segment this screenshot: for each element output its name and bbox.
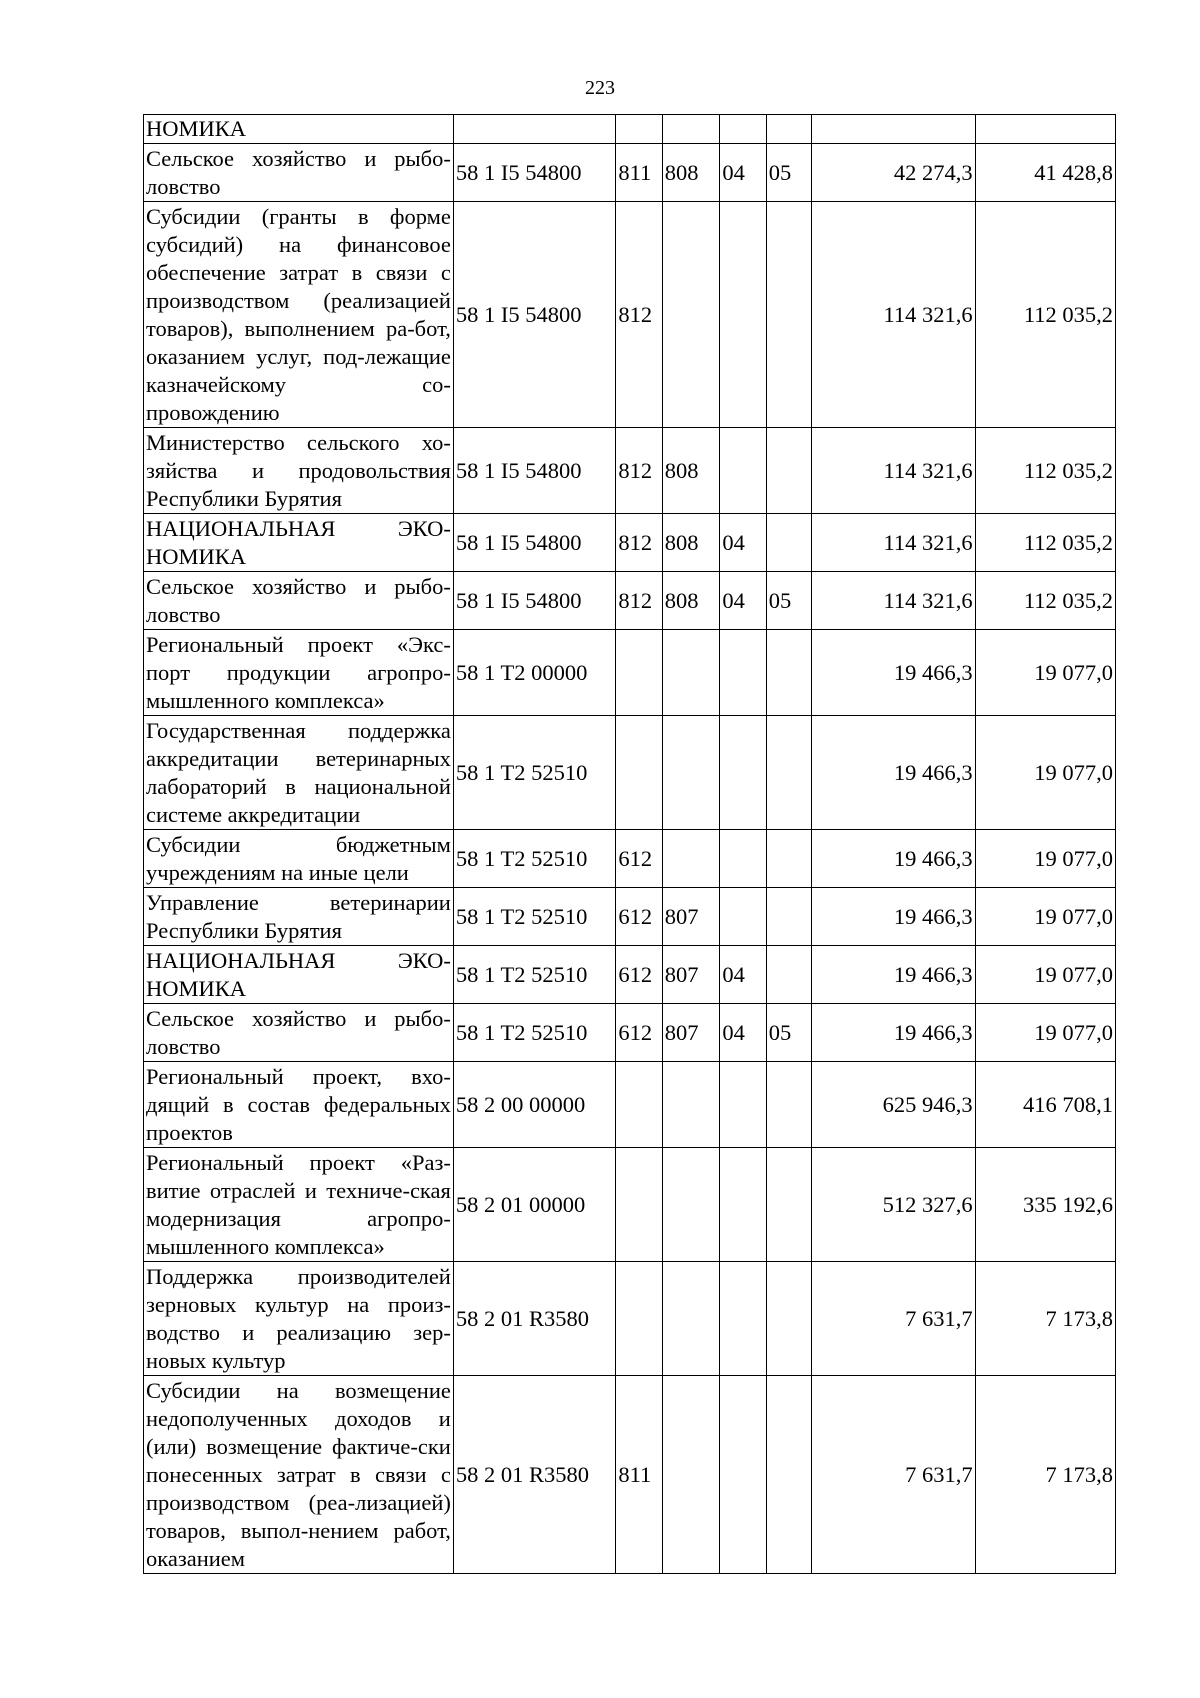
ministry-code-cell: [662, 1148, 720, 1262]
page-number: 223: [585, 77, 615, 99]
amount-year1-cell: 19 466,3: [812, 830, 976, 888]
section-cell: [720, 428, 766, 514]
table-row: [144, 1376, 1116, 1574]
amount-year1-cell: 7 631,7: [812, 1376, 976, 1574]
ministry-code-cell: [662, 1262, 720, 1376]
subsection-cell: 05: [766, 1004, 811, 1062]
amount-year1-cell: 19 466,3: [812, 888, 976, 946]
amount-year1-cell: 42 274,3: [812, 144, 976, 202]
amount-year1-cell: 19 466,3: [812, 630, 976, 716]
subsection-cell: [766, 115, 811, 144]
item-name-cell: Сельское хозяйство и рыбо-ловство: [144, 144, 454, 202]
amount-year2-cell: 19 077,0: [975, 830, 1115, 888]
expense-type-cell: 612: [616, 1004, 662, 1062]
table-row: [144, 572, 1116, 630]
subsection-cell: 05: [766, 144, 811, 202]
expense-type-cell: 811: [616, 1376, 662, 1574]
table-row: [144, 830, 1116, 888]
section-cell: [720, 1062, 766, 1148]
ministry-code-cell: [662, 830, 720, 888]
item-name-cell: НАЦИОНАЛЬНАЯ ЭКО-НОМИКА: [144, 946, 454, 1004]
target-article-cell: 58 2 01 R3580: [453, 1262, 616, 1376]
subsection-cell: [766, 202, 811, 428]
amount-year2-cell: 19 077,0: [975, 716, 1115, 830]
expense-type-cell: [616, 630, 662, 716]
item-name-cell: Поддержка производителей зерновых культур на произ-водство и реализацию зер-новых культур: [144, 1262, 454, 1376]
section-cell: [720, 1148, 766, 1262]
target-article-cell: [453, 115, 616, 144]
amount-year2-cell: 19 077,0: [975, 946, 1115, 1004]
subsection-cell: [766, 946, 811, 1004]
table-row: [144, 115, 1116, 144]
item-name-cell: Сельское хозяйство и рыбо-ловство: [144, 572, 454, 630]
target-article-cell: 58 1 T2 52510: [453, 1004, 616, 1062]
ministry-code-cell: 808: [662, 428, 720, 514]
section-cell: [720, 1262, 766, 1376]
amount-year1-cell: 114 321,6: [812, 202, 976, 428]
target-article-cell: 58 2 01 00000: [453, 1148, 616, 1262]
amount-year2-cell: 41 428,8: [975, 144, 1115, 202]
section-cell: [720, 888, 766, 946]
table-row: [144, 1148, 1116, 1262]
table-row: [144, 514, 1116, 572]
target-article-cell: 58 1 T2 52510: [453, 888, 616, 946]
amount-year1-cell: 114 321,6: [812, 428, 976, 514]
ministry-code-cell: 808: [662, 572, 720, 630]
amount-year2-cell: 112 035,2: [975, 428, 1115, 514]
item-name-cell: Субсидии (гранты в форме субсидий) на финансовое обеспечение затрат в связи с производством (реализацией товаров), выполнением ра-бот, оказанием услуг, под-лежащие казначейскому со-провождению: [144, 202, 454, 428]
expense-type-cell: 612: [616, 830, 662, 888]
expense-type-cell: [616, 1262, 662, 1376]
subsection-cell: 05: [766, 572, 811, 630]
item-name-cell: Региональный проект, вхо-дящий в состав федеральных проектов: [144, 1062, 454, 1148]
item-name-cell: Региональный проект «Раз-витие отраслей и техниче-ская модернизация агропро-мышленного комплекса»: [144, 1148, 454, 1262]
section-cell: 04: [720, 144, 766, 202]
table-row: [144, 428, 1116, 514]
item-name-cell: Субсидии на возмещение недополученных доходов и (или) возмещение фактиче-ски понесенных затрат в связи с производством (реа-лизацией) товаров, выпол-нением работ, оказанием: [144, 1376, 454, 1574]
expense-type-cell: 612: [616, 946, 662, 1004]
ministry-code-cell: 808: [662, 144, 720, 202]
expense-type-cell: [616, 716, 662, 830]
section-cell: [720, 830, 766, 888]
amount-year1-cell: 625 946,3: [812, 1062, 976, 1148]
target-article-cell: 58 1 I5 54800: [453, 428, 616, 514]
table-row: [144, 946, 1116, 1004]
expense-type-cell: 612: [616, 888, 662, 946]
amount-year1-cell: 114 321,6: [812, 572, 976, 630]
subsection-cell: [766, 428, 811, 514]
amount-year1-cell: 512 327,6: [812, 1148, 976, 1262]
subsection-cell: [766, 830, 811, 888]
expense-type-cell: [616, 115, 662, 144]
expense-type-cell: [616, 1062, 662, 1148]
table-row: [144, 1004, 1116, 1062]
expense-type-cell: 812: [616, 428, 662, 514]
subsection-cell: [766, 1376, 811, 1574]
subsection-cell: [766, 1148, 811, 1262]
item-name-cell: Субсидии бюджетным учреждениям на иные цели: [144, 830, 454, 888]
target-article-cell: 58 1 T2 00000: [453, 630, 616, 716]
section-cell: 04: [720, 572, 766, 630]
item-name-cell: НОМИКА: [144, 115, 454, 144]
amount-year2-cell: 112 035,2: [975, 572, 1115, 630]
target-article-cell: 58 1 I5 54800: [453, 572, 616, 630]
expense-type-cell: [616, 1148, 662, 1262]
ministry-code-cell: 807: [662, 946, 720, 1004]
item-name-cell: Региональный проект «Экс-порт продукции агропро-мышленного комплекса»: [144, 630, 454, 716]
amount-year2-cell: 19 077,0: [975, 630, 1115, 716]
section-cell: [720, 115, 766, 144]
table-body: [144, 115, 1116, 1574]
target-article-cell: 58 1 T2 52510: [453, 830, 616, 888]
amount-year2-cell: 7 173,8: [975, 1262, 1115, 1376]
ministry-code-cell: [662, 630, 720, 716]
target-article-cell: 58 1 T2 52510: [453, 946, 616, 1004]
table-row: [144, 630, 1116, 716]
amount-year2-cell: 112 035,2: [975, 202, 1115, 428]
item-name-cell: Государственная поддержка аккредитации ветеринарных лабораторий в национальной системе аккредитации: [144, 716, 454, 830]
amount-year2-cell: 416 708,1: [975, 1062, 1115, 1148]
amount-year1-cell: 19 466,3: [812, 1004, 976, 1062]
subsection-cell: [766, 1062, 811, 1148]
ministry-code-cell: [662, 202, 720, 428]
subsection-cell: [766, 716, 811, 830]
table-row: [144, 1062, 1116, 1148]
table-row: [144, 888, 1116, 946]
item-name-cell: НАЦИОНАЛЬНАЯ ЭКО-НОМИКА: [144, 514, 454, 572]
section-cell: [720, 630, 766, 716]
subsection-cell: [766, 514, 811, 572]
subsection-cell: [766, 1262, 811, 1376]
ministry-code-cell: 807: [662, 1004, 720, 1062]
subsection-cell: [766, 888, 811, 946]
ministry-code-cell: 808: [662, 514, 720, 572]
amount-year1-cell: 114 321,6: [812, 514, 976, 572]
amount-year1-cell: 7 631,7: [812, 1262, 976, 1376]
table-row: [144, 716, 1116, 830]
amount-year2-cell: 19 077,0: [975, 888, 1115, 946]
target-article-cell: 58 1 I5 54800: [453, 144, 616, 202]
ministry-code-cell: [662, 1062, 720, 1148]
section-cell: 04: [720, 514, 766, 572]
section-cell: 04: [720, 1004, 766, 1062]
table-row: [144, 202, 1116, 428]
table-row: [144, 144, 1116, 202]
target-article-cell: 58 1 I5 54800: [453, 202, 616, 428]
target-article-cell: 58 1 I5 54800: [453, 514, 616, 572]
ministry-code-cell: [662, 1376, 720, 1574]
section-cell: [720, 1376, 766, 1574]
target-article-cell: 58 2 00 00000: [453, 1062, 616, 1148]
item-name-cell: Сельское хозяйство и рыбо-ловство: [144, 1004, 454, 1062]
target-article-cell: 58 2 01 R3580: [453, 1376, 616, 1574]
budget-table: [143, 114, 1116, 1574]
amount-year2-cell: 112 035,2: [975, 514, 1115, 572]
table-row: [144, 1262, 1116, 1376]
ministry-code-cell: 807: [662, 888, 720, 946]
amount-year2-cell: 7 173,8: [975, 1376, 1115, 1574]
amount-year1-cell: 19 466,3: [812, 946, 976, 1004]
target-article-cell: 58 1 T2 52510: [453, 716, 616, 830]
section-cell: 04: [720, 946, 766, 1004]
ministry-code-cell: [662, 115, 720, 144]
section-cell: [720, 716, 766, 830]
amount-year2-cell: 19 077,0: [975, 1004, 1115, 1062]
amount-year1-cell: 19 466,3: [812, 716, 976, 830]
expense-type-cell: 811: [616, 144, 662, 202]
amount-year2-cell: 335 192,6: [975, 1148, 1115, 1262]
expense-type-cell: 812: [616, 514, 662, 572]
expense-type-cell: 812: [616, 202, 662, 428]
item-name-cell: Управление ветеринарии Республики Бурятия: [144, 888, 454, 946]
ministry-code-cell: [662, 716, 720, 830]
item-name-cell: Министерство сельского хо-зяйства и продовольствия Республики Бурятия: [144, 428, 454, 514]
amount-year1-cell: [812, 115, 976, 144]
expense-type-cell: 812: [616, 572, 662, 630]
amount-year2-cell: [975, 115, 1115, 144]
section-cell: [720, 202, 766, 428]
subsection-cell: [766, 630, 811, 716]
